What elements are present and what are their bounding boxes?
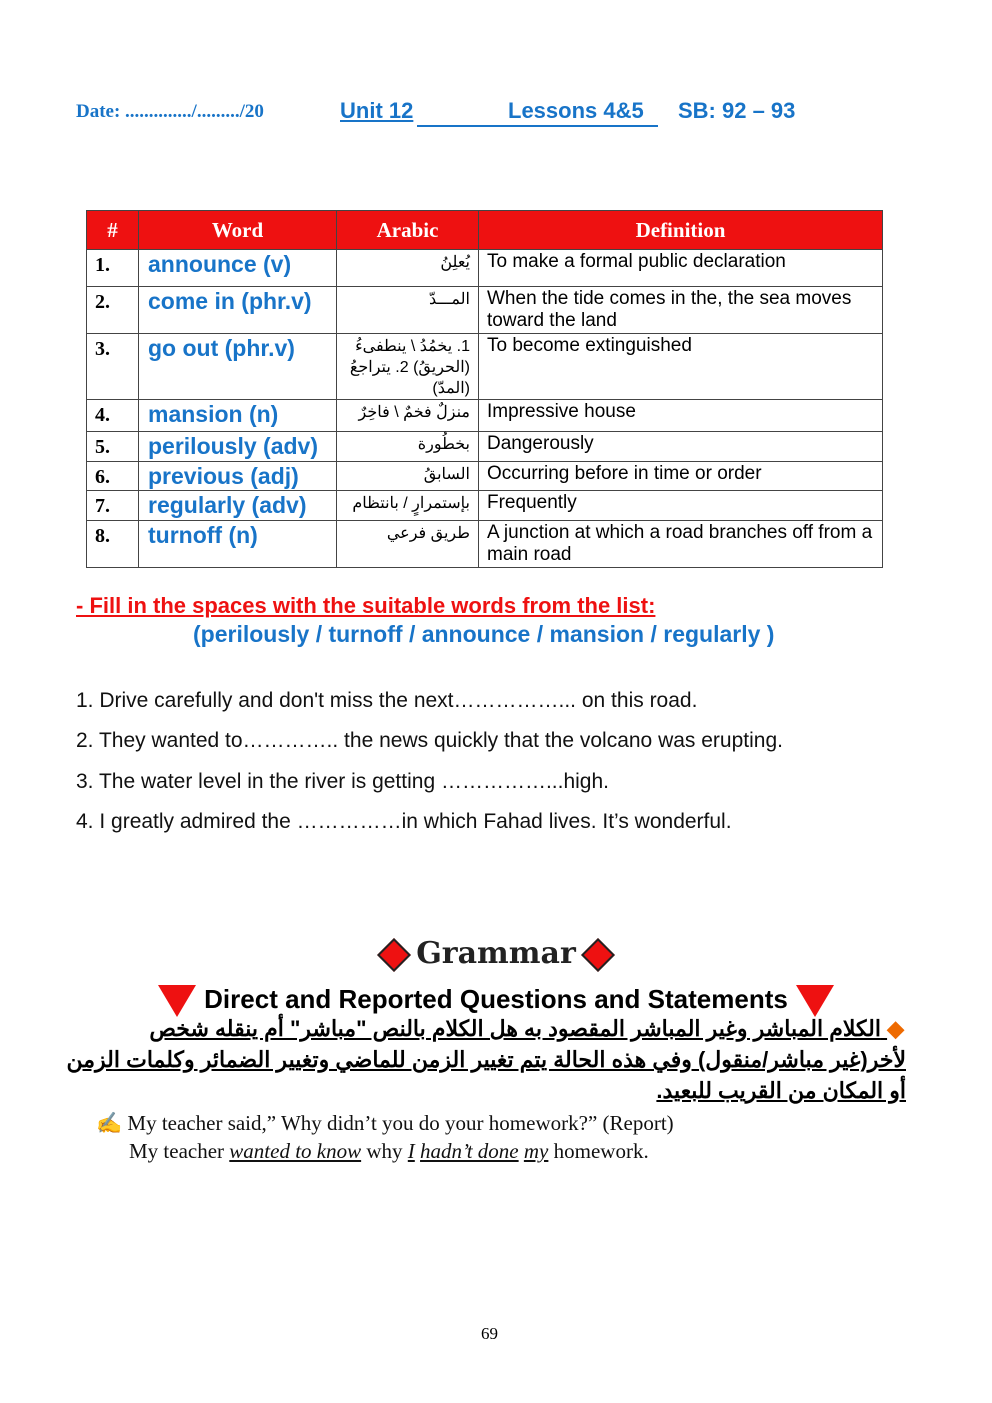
- word-cell: go out (phr.v): [139, 334, 337, 400]
- grammar-subtitle: Direct and Reported Questions and Statements: [204, 984, 788, 1014]
- vocabulary-table: [86, 210, 883, 568]
- diamond-bullet-icon: ◆: [887, 1016, 904, 1041]
- example-reported: My teacher wanted to know why I hadn’t done my homework.: [129, 1139, 649, 1163]
- arabic-cell: يُعلِنُ: [337, 250, 479, 287]
- grammar-subtitle-row: [0, 984, 992, 1017]
- arabic-explanation-1: [149, 1016, 904, 1042]
- word-cell: come in (phr.v): [139, 287, 337, 334]
- arabic-cell: طريق فرعي: [337, 521, 479, 568]
- definition-cell: Frequently: [479, 491, 883, 521]
- col-header-number: #: [87, 211, 139, 250]
- date-line: Date: ............../........./20: [76, 101, 264, 122]
- diamond-icon: [377, 938, 411, 972]
- triangle-icon: [158, 985, 196, 1017]
- arabic-cell: بإستمرارٍ / بانتظام: [337, 491, 479, 521]
- table-row: [87, 287, 883, 334]
- row-number-cell: 2.: [87, 287, 139, 334]
- example-direct: [96, 1111, 674, 1136]
- table-row: [87, 462, 883, 491]
- table-row: [87, 400, 883, 432]
- word-list: (perilously / turnoff / announce / mansion / regularly ): [193, 621, 775, 647]
- row-number-cell: 6.: [87, 462, 139, 491]
- question-3: 3. The water level in the river is getting ……………...high.: [76, 770, 609, 793]
- arabic-explanation-3: أو المكان من القريب للبعيد.: [656, 1078, 906, 1103]
- definition-cell: To make a formal public declaration: [479, 250, 883, 287]
- sb-pages: SB: 92 – 93: [678, 98, 796, 123]
- arabic-line: الكلام المباشر وغير المباشر المقصود به هل الكلام بالنص "مباشر" أم ينقله شخص: [149, 1016, 881, 1041]
- word-cell: perilously (adv): [139, 432, 337, 462]
- row-number-cell: 7.: [87, 491, 139, 521]
- word-cell: previous (adj): [139, 462, 337, 491]
- table-row: [87, 432, 883, 462]
- word-cell: turnoff (n): [139, 521, 337, 568]
- definition-cell: A junction at which a road branches off from a main road: [479, 521, 883, 568]
- col-header-arabic: Arabic: [337, 211, 479, 250]
- table-row: [87, 250, 883, 287]
- row-number-cell: 3.: [87, 334, 139, 400]
- arabic-explanation-2: لأخر(غير مباشر/منقول) وفي هذه الحالة يتم تغيير الزمن للماضي وتغيير الضمائر وكلمات الزمن: [66, 1047, 906, 1072]
- pencil-icon: ✍: [96, 1111, 123, 1135]
- question-1: 1. Drive carefully and don't miss the next……………... on this road.: [76, 689, 698, 712]
- definition-cell: Dangerously: [479, 432, 883, 462]
- diamond-icon: [581, 938, 615, 972]
- definition-cell: Impressive house: [479, 400, 883, 432]
- arabic-cell: السابقُ: [337, 462, 479, 491]
- page-number: 69: [481, 1324, 498, 1343]
- arabic-cell: المـــدّ: [337, 287, 479, 334]
- lessons-title: Lessons 4&5: [508, 98, 644, 123]
- row-number-cell: 5.: [87, 432, 139, 462]
- question-2: 2. They wanted to………….. the news quickly that the volcano was erupting.: [76, 729, 783, 752]
- question-4: 4. I greatly admired the ……………in which Fahad lives. It’s wonderful.: [76, 810, 732, 833]
- arabic-cell: منزلٌ فخمٌ \ فاخِرٌ: [337, 400, 479, 432]
- col-header-word: Word: [139, 211, 337, 250]
- definition-cell: Occurring before in time or order: [479, 462, 883, 491]
- word-cell: regularly (adv): [139, 491, 337, 521]
- arabic-cell: 1. يخمُدُ \ ينطفىءُ (الحريقُ) 2. يتراجعُ (المدّ): [337, 334, 479, 400]
- unit-title: Unit 12: [340, 98, 414, 123]
- table-row: [87, 521, 883, 568]
- col-header-definition: Definition: [479, 211, 883, 250]
- row-number-cell: 4.: [87, 400, 139, 432]
- row-number-cell: 8.: [87, 521, 139, 568]
- row-number-cell: 1.: [87, 250, 139, 287]
- table-row: [87, 334, 883, 400]
- definition-cell: To become extinguished: [479, 334, 883, 400]
- arabic-cell: بخطُورة: [337, 432, 479, 462]
- grammar-heading: [0, 936, 992, 971]
- triangle-icon: [796, 985, 834, 1017]
- grammar-title: Grammar: [416, 936, 576, 971]
- word-cell: announce (v): [139, 250, 337, 287]
- example-direct-text: My teacher said,” Why didn’t you do your homework?” (Report): [127, 1111, 674, 1135]
- table-row: [87, 491, 883, 521]
- word-cell: mansion (n): [139, 400, 337, 432]
- exercise-instruction: - Fill in the spaces with the suitable words from the list:: [76, 593, 656, 618]
- definition-cell: When the tide comes in the, the sea moves toward the land: [479, 287, 883, 334]
